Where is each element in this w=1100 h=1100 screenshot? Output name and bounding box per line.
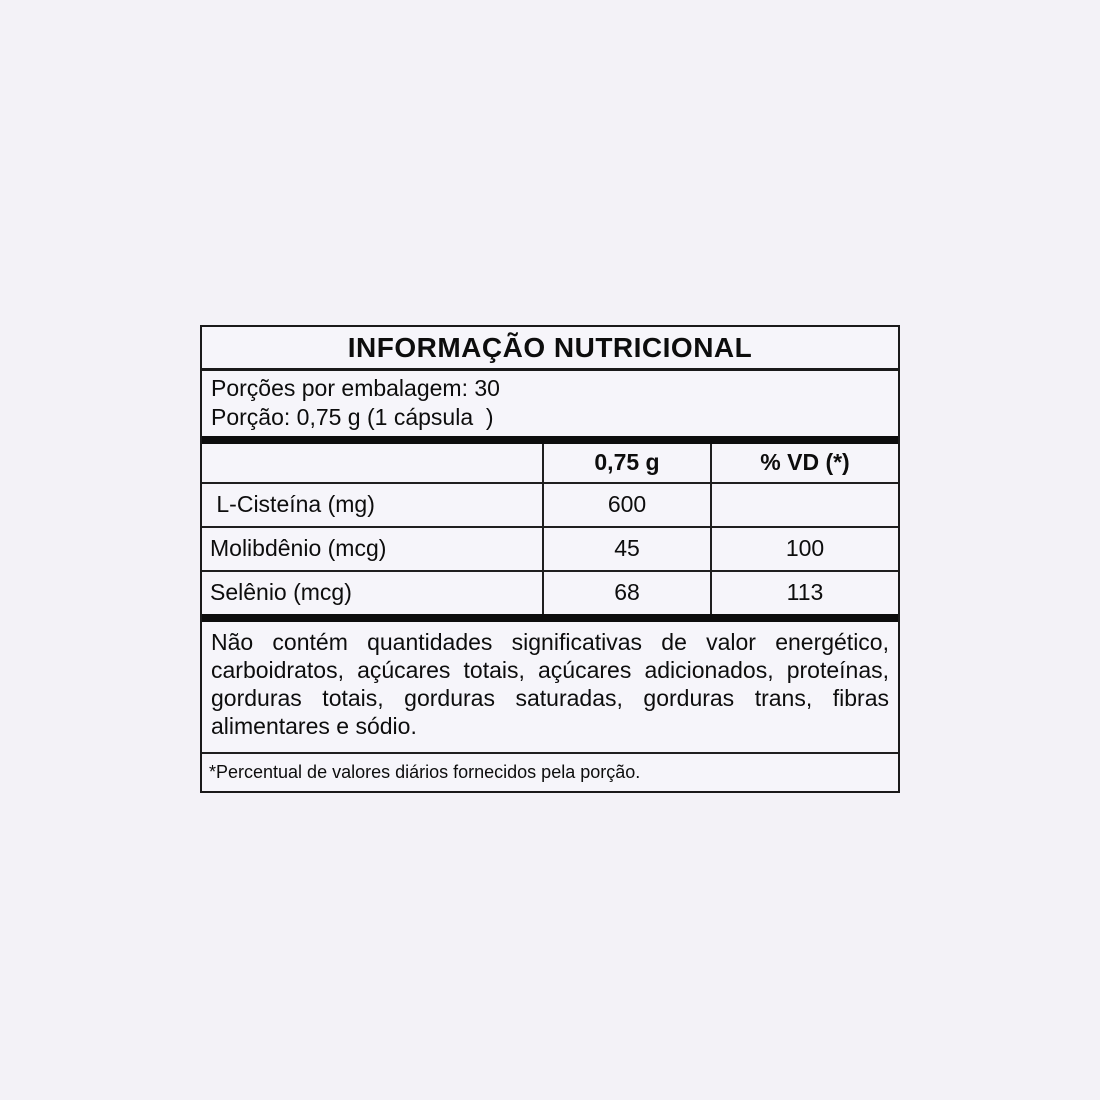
amount-cell: 600	[542, 484, 710, 528]
footnote-text: *Percentual de valores diários fornecidos pela porção.	[209, 762, 641, 782]
serving-info-block	[202, 371, 898, 436]
column-header-nutrient	[202, 444, 542, 484]
disclaimer-block	[202, 622, 898, 754]
disclaimer-text: Não contém quantidades significativas de valor energético, carboidratos, açúcares totais, açúcares adicionados, proteínas, gorduras totais, gorduras saturadas, gorduras trans, fibras alimentares e sódio.	[211, 629, 889, 739]
nutrient-table	[202, 444, 898, 614]
footnote-block	[202, 754, 898, 791]
servings-per-package: Porções por embalagem: 30	[211, 375, 500, 401]
nutrient-cell: L-Cisteína (mg)	[202, 484, 542, 528]
label-title: INFORMAÇÃO NUTRICIONAL	[347, 331, 753, 363]
label-title-row	[202, 327, 898, 371]
column-header-amount: 0,75 g	[542, 444, 710, 484]
column-header-daily-value: % VD (*)	[710, 444, 898, 484]
separator-bar-bottom	[202, 614, 898, 622]
serving-size: Porção: 0,75 g (1 cápsula )	[211, 404, 494, 430]
daily-value-cell: 100	[710, 528, 898, 572]
separator-bar-top	[202, 436, 898, 444]
nutrition-facts-label	[200, 325, 900, 793]
nutrient-cell: Molibdênio (mcg)	[202, 528, 542, 572]
daily-value-cell: 113	[710, 572, 898, 614]
nutrient-cell: Selênio (mcg)	[210, 579, 352, 605]
amount-cell: 45	[542, 528, 710, 572]
amount-cell: 68	[542, 572, 710, 614]
daily-value-cell	[710, 484, 898, 528]
